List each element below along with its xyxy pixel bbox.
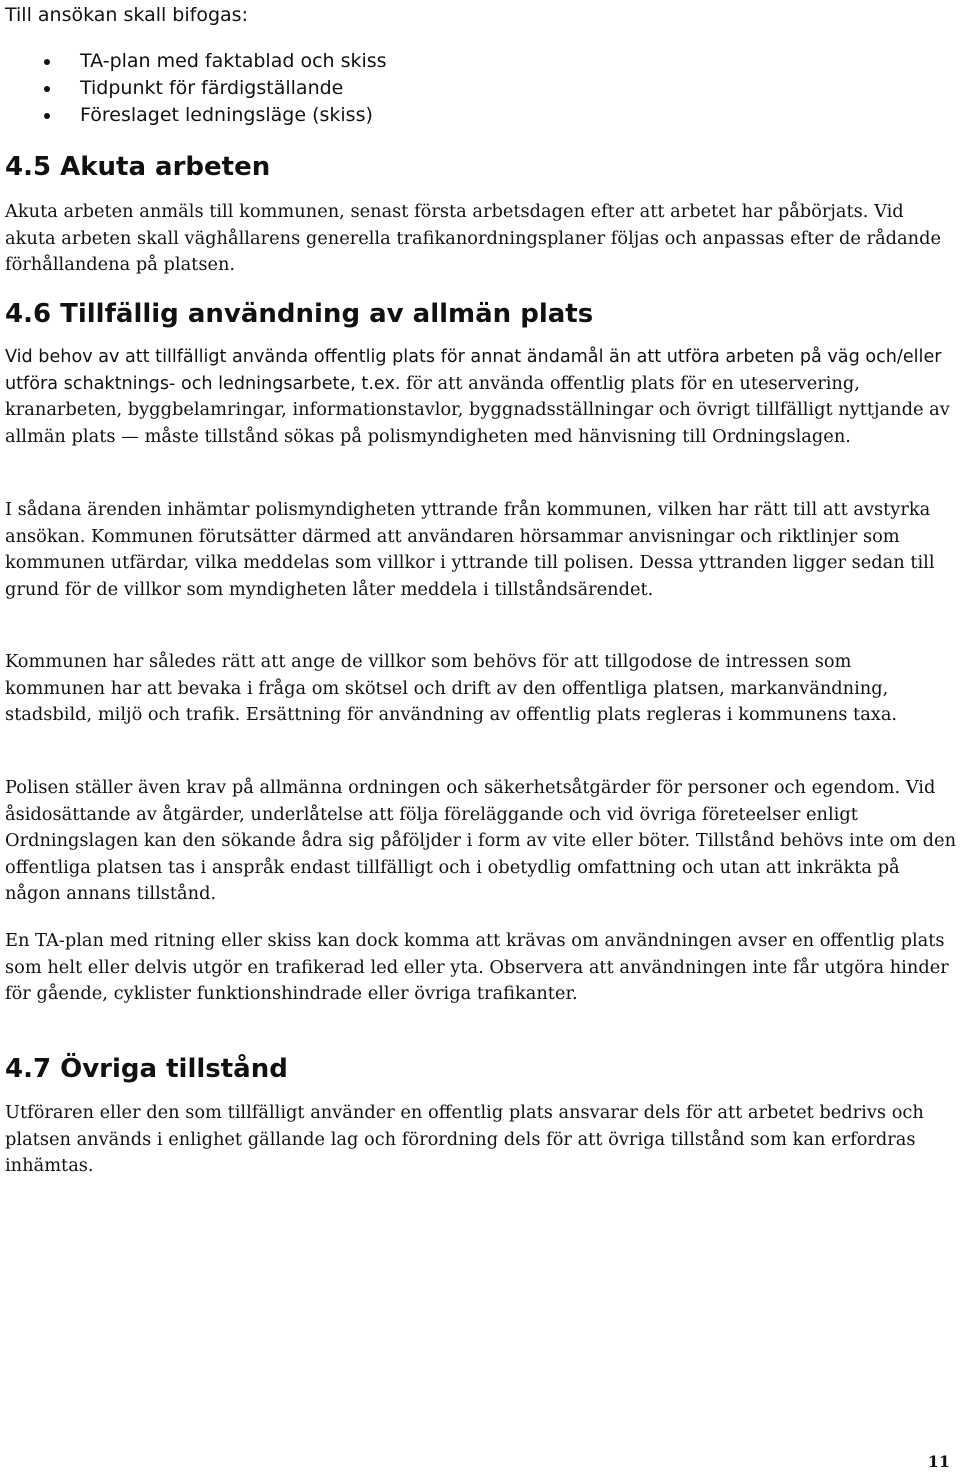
list-item-text: TA-plan med faktablad och skiss (80, 50, 387, 72)
list-item-text: Tidpunkt för färdigställande (80, 77, 344, 99)
section-heading-4-6: 4.6 Tillfällig användning av allmän plats (5, 299, 594, 329)
paragraph-polisen-krav: Polisen ställer även krav på allmänna ordningen och säkerhetsåtgärder för personer och egendom. Vid åsidosättande av åtgärder, underlåtelse att följa föreläggande och vid övriga företeelser enligt Ordningslagen kan den sökande ådra sig påföljder i form av vite eller böter. Tillstånd behövs inte om den offentliga platsen tas i anspråk endast tillfälligt och i obetydlig omfattning och utan att inkräkta på någon annans tillstånd. (5, 777, 957, 904)
attachments-list (0, 48, 387, 129)
paragraph-akuta-arbeten: Akuta arbeten anmäls till kommunen, senast första arbetsdagen efter att arbetet har påbörjats. Vid akuta arbeten skall väghållarens generella trafikanordningsplaner följas och anpassas efter de rådande förhållandena på platsen. (5, 201, 942, 275)
paragraph-ta-plan: En TA-plan med ritning eller skiss kan dock komma att krävas om användningen avser en offentlig plats som helt eller delvis utgör en trafikerad led eller yta. Observera att användningen inte får utgöra hinder för gående, cyklister funktionshindrade eller övriga trafikanter. (5, 930, 949, 1004)
attachments-intro: Till ansökan skall bifogas: (5, 4, 248, 26)
paragraph-serif-part: för att använda offentlig plats för en uteservering, kranarbeten, byggbelamringar, informationstavlor, byggnadsställningar och övrigt tillfälligt nyttjande av allmän plats — måste tillstånd sökas på polismyndigheten med hänvisning till Ordningslagen. (5, 372, 950, 447)
bullet-icon (44, 86, 50, 92)
paragraph-tillfallig-anvandning (5, 344, 957, 450)
list-item (0, 102, 387, 129)
paragraph-sans-part: Vid behov av att tillfälligt använda offentlig plats för annat ändamål än att utföra arbeten på väg och/eller utföra schaktnings- och ledningsarbete, t.ex. (5, 347, 942, 394)
section-heading-4-7: 4.7 Övriga tillstånd (5, 1054, 288, 1084)
page-number: 11 (927, 1452, 950, 1471)
bullet-icon (44, 59, 50, 65)
section-heading-4-5: 4.5 Akuta arbeten (5, 152, 271, 182)
list-item (0, 75, 387, 102)
paragraph-ovriga-tillstand: Utföraren eller den som tillfälligt använder en offentlig plats ansvarar dels för att arbetet bedrivs och platsen används i enlighet gällande lag och förordning dels för att övriga tillstånd som kan erfordras inhämtas. (5, 1102, 924, 1176)
list-item-text: Föreslaget ledningsläge (skiss) (80, 104, 373, 126)
paragraph-polismyndigheten-yttrande: I sådana ärenden inhämtar polismyndigheten yttrande från kommunen, vilken har rätt till att avstyrka ansökan. Kommunen förutsätter därmed att användaren hörsammar anvisningar och riktlinjer som kommunen utfärdar, vilka meddelas som villkor i yttrande till polisen. Dessa yttranden ligger sedan till grund för de villkor som myndigheten låter meddela i tillståndsärendet. (5, 499, 935, 600)
paragraph-kommunen-villkor: Kommunen har således rätt att ange de villkor som behövs för att tillgodose de intressen som kommunen har att bevaka i fråga om skötsel och drift av den offentliga platsen, markanvändning, stadsbild, miljö och trafik. Ersättning för användning av offentlig plats regleras i kommunens taxa. (5, 651, 898, 725)
bullet-icon (44, 113, 50, 119)
list-item (0, 48, 387, 75)
